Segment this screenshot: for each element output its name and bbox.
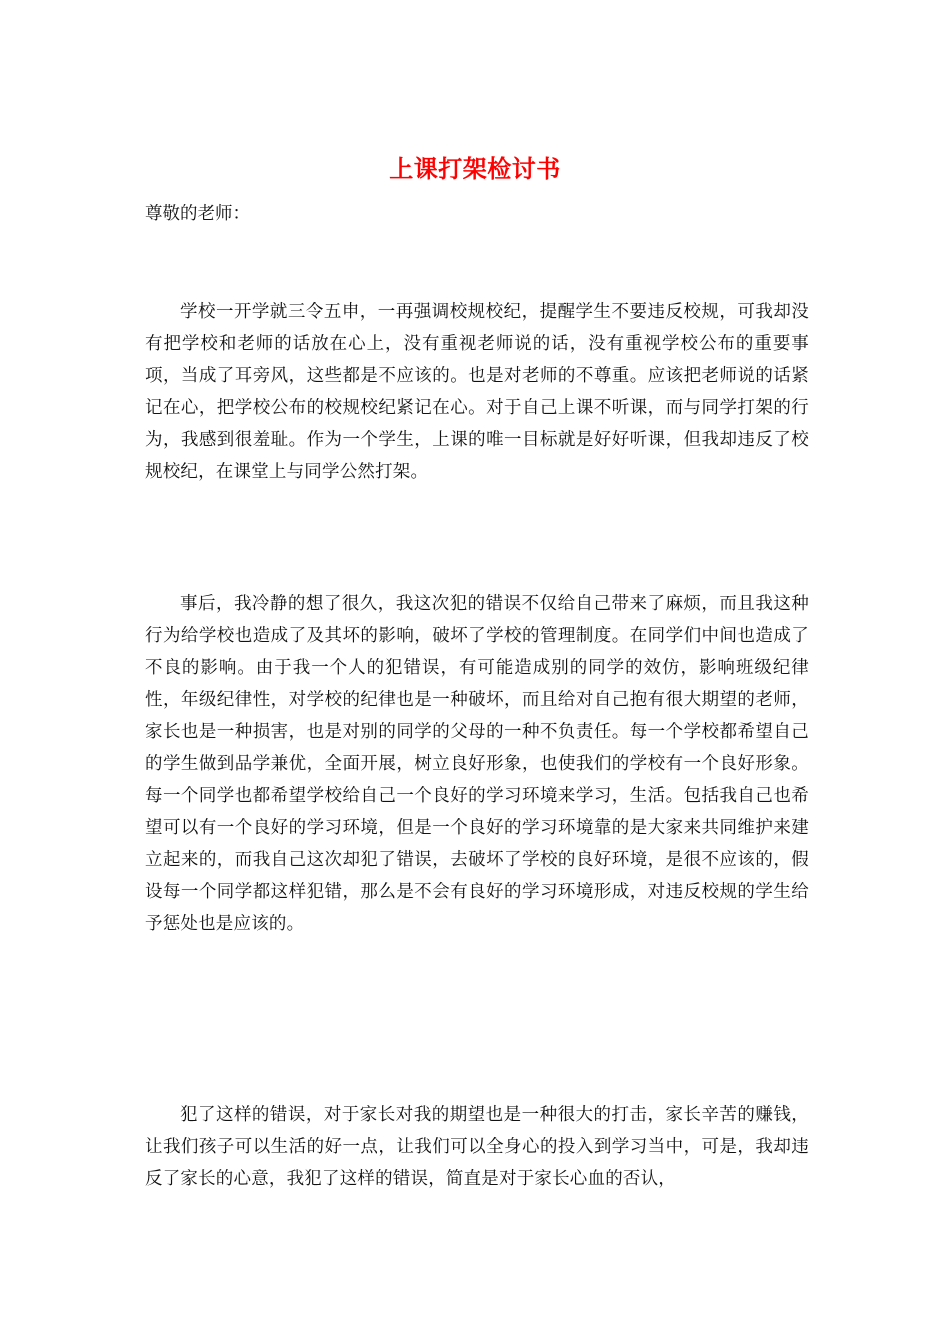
paragraph-3: 犯了这样的错误，对于家长对我的期望也是一种很大的打击，家长辛苦的赚钱，让我们孩子可以生活的好一点，让我们可以全身心的投入到学习当中，可是，我却违反了家长的心意，我犯了这样的错误，简直是对于家长心血的否认， <box>145 1105 809 1189</box>
paragraph-2: 事后，我冷静的想了很久，我这次犯的错误不仅给自己带来了麻烦，而且我这种行为给学校也造成了及其坏的影响，破坏了学校的管理制度。在同学们中间也造成了不良的影响。由于我一个人的犯错误，有可能造成别的同学的效仿，影响班级纪律性，年级纪律性，对学校的纪律也是一种破坏，而且给对自己抱有很大期望的老师，家长也是一种损害，也是对别的同学的父母的一种不负责任。每一个学校都希望自己的学生做到品学兼优，全面开展，树立良好形象，也使我们的学校有一个良好形象。每一个同学也都希望学校给自己一个良好的学习环境来学习，生活。包括我自己也希望可以有一个良好的学习环境，但是一个良好的学习环境靠的是大家来共同维护来建立起来的，而我自己这次却犯了错误，去破坏了学校的良好环境，是很不应该的，假设每一个同学都这样犯错，那么是不会有良好的学习环境形成，对违反校规的学生给予惩处也是应该的。 <box>145 594 809 934</box>
salutation: 尊敬的老师： <box>145 204 250 224</box>
document-title: 上课打架检讨书 <box>389 154 561 183</box>
paragraph-1: 学校一开学就三令五申，一再强调校规校纪，提醒学生不要违反校规，可我却没有把学校和老师的话放在心上，没有重视老师说的话，没有重视学校公布的重要事项，当成了耳旁风，这些都是不应该的。也是对老师的不尊重。应该把老师说的话紧记在心，把学校公布的校规校纪紧记在心。对于自己上课不听课，而与同学打架的行为，我感到很羞耻。作为一个学生，上课的唯一目标就是好好听课，但我却违反了校规校纪，在课堂上与同学公然打架。 <box>145 302 809 482</box>
